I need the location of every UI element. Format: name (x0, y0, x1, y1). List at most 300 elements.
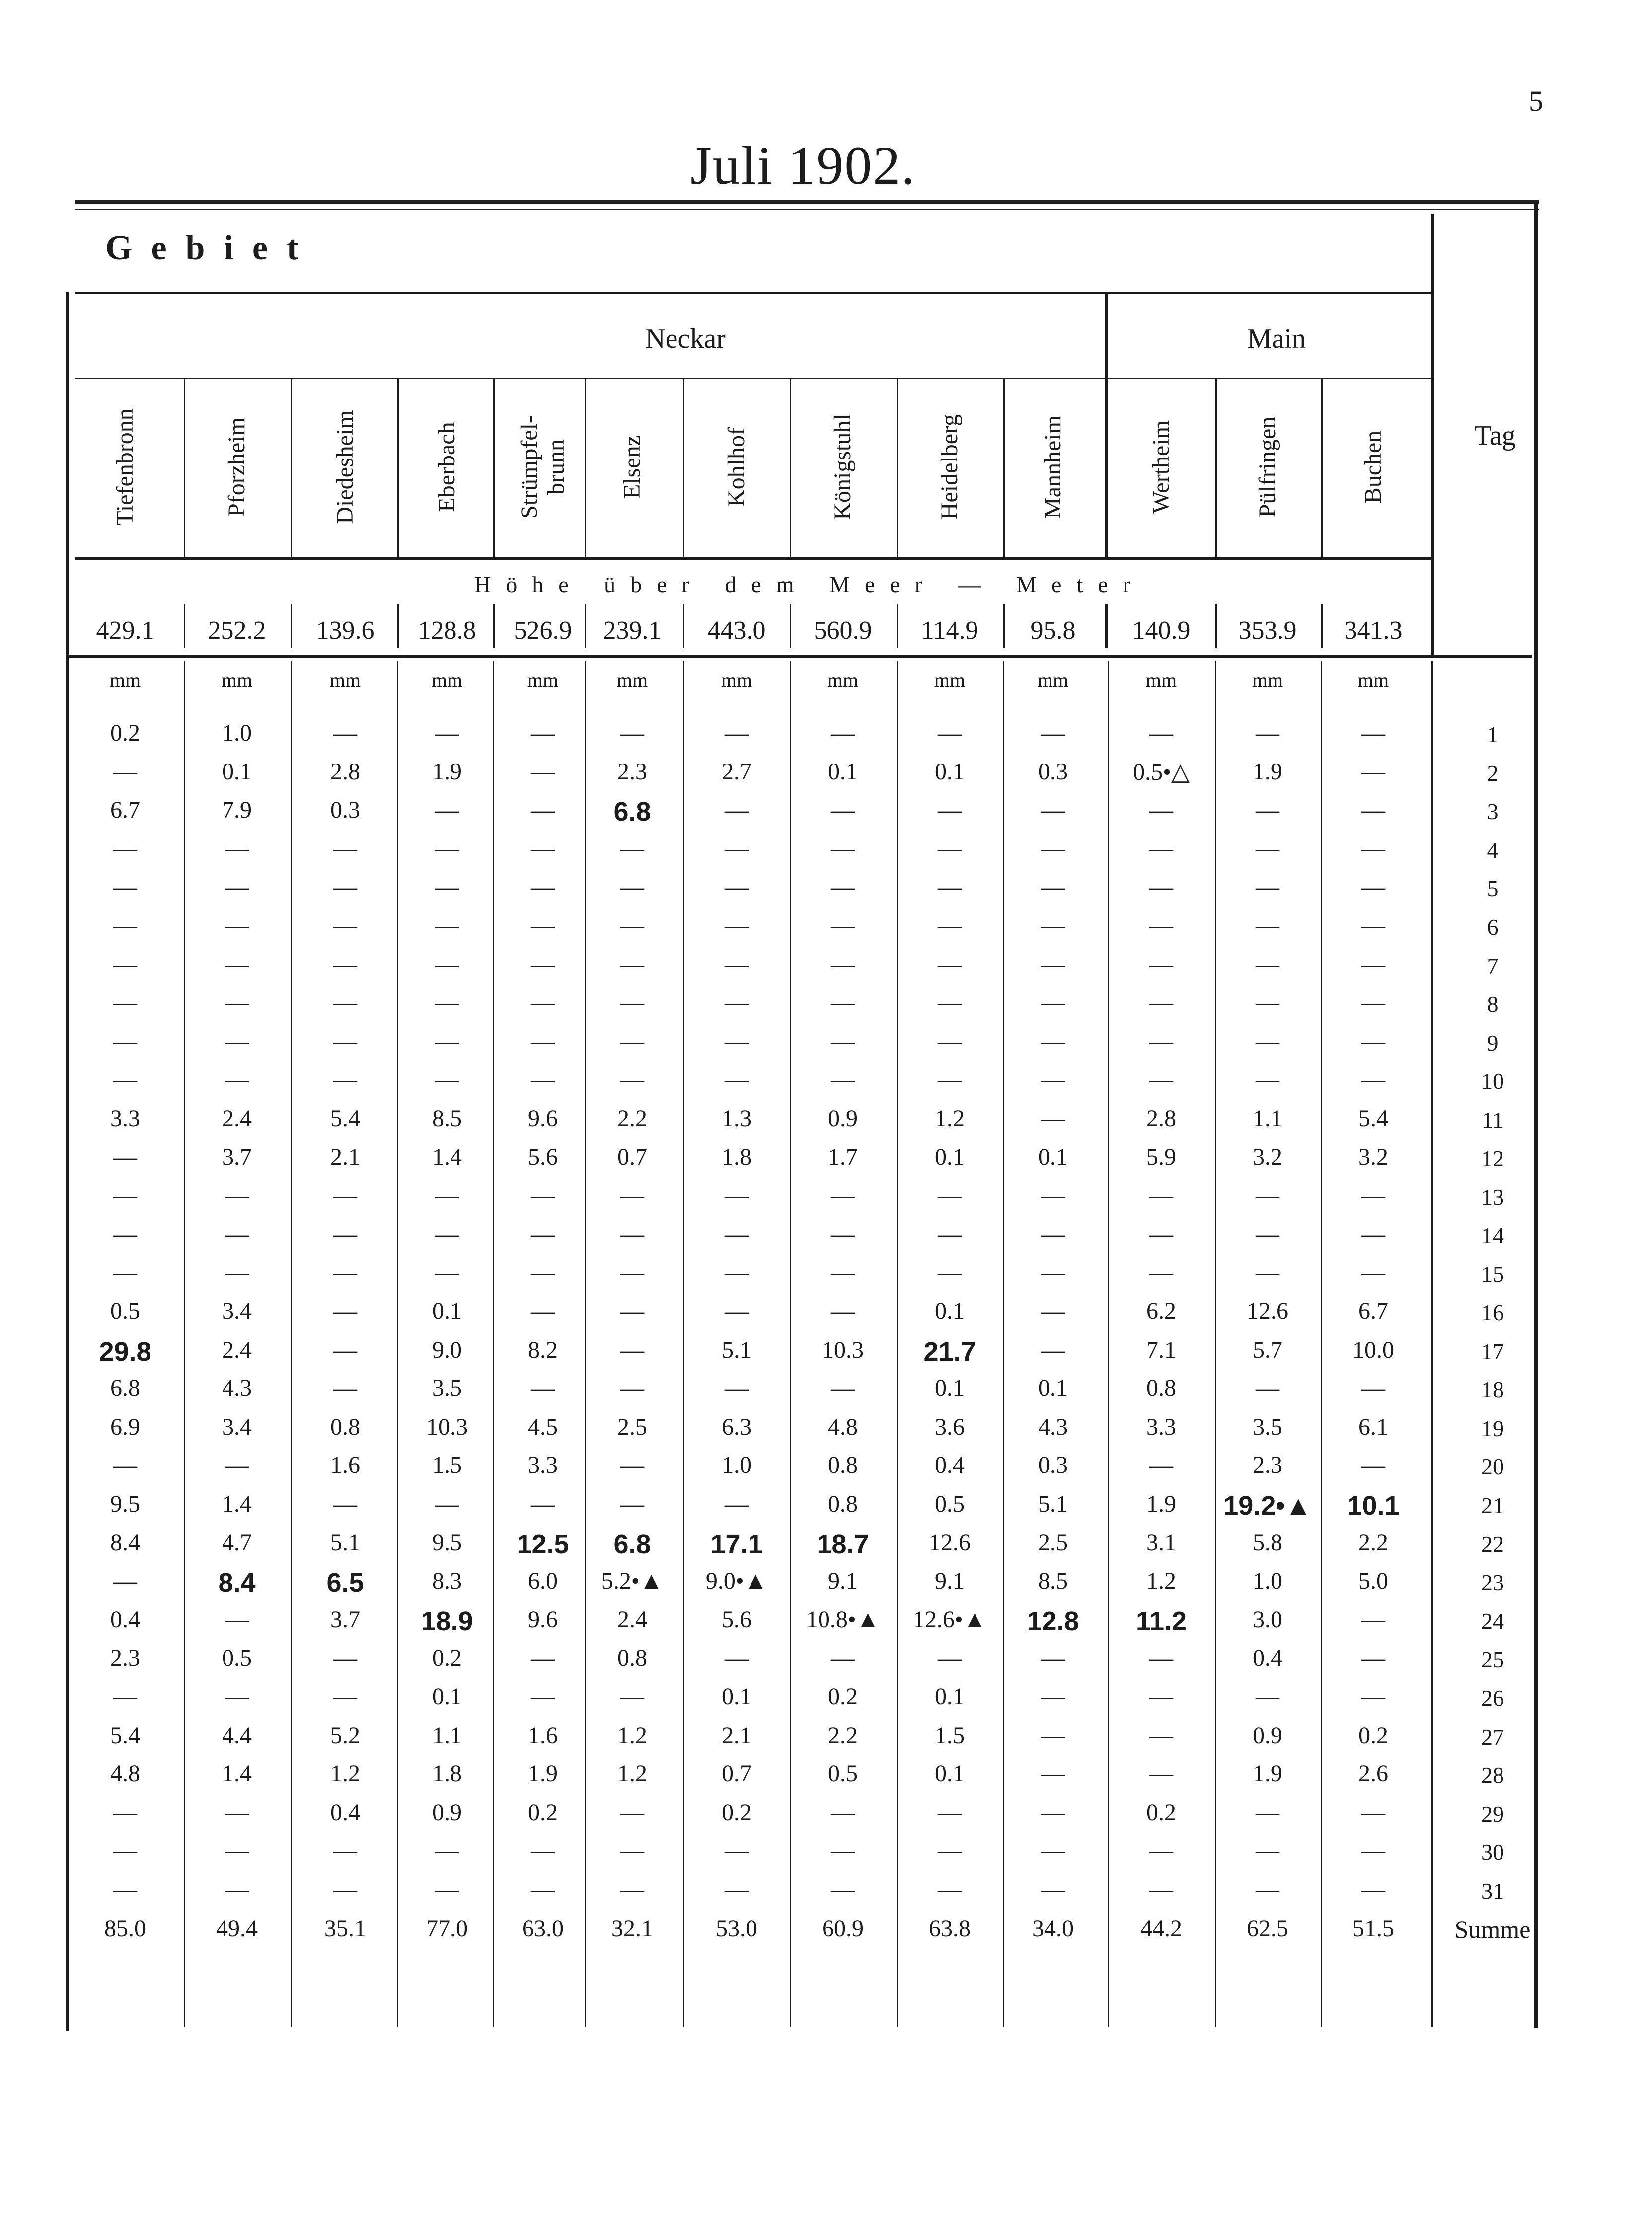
table-cell: — (333, 951, 357, 978)
table-cell: 4.4 (222, 1722, 252, 1749)
table-cell: 0.8 (330, 1413, 360, 1440)
table-cell: 9.6 (528, 1105, 558, 1132)
table-cell: — (225, 1837, 249, 1864)
table-cell: 5.2•▲ (601, 1568, 664, 1595)
table-cell: — (1041, 1876, 1065, 1903)
page-number: 5 (1529, 85, 1543, 117)
table-cell: — (1361, 1028, 1385, 1055)
unit-label: mm (616, 669, 648, 691)
station-divider-rule (1003, 378, 1005, 559)
summe-label: Summe (1454, 1915, 1531, 1943)
table-cell: — (435, 1491, 459, 1517)
table-cell: — (1361, 720, 1385, 746)
station-name: Diedesheim (332, 410, 358, 524)
table-cell: — (831, 1799, 855, 1826)
unit-label: mm (527, 669, 559, 691)
table-cell: 0.1 (935, 758, 965, 785)
table-cell: 10.3 (822, 1336, 864, 1363)
table-cell: — (1361, 758, 1385, 785)
gebiet-label: Gebiet (105, 229, 317, 267)
table-cell: — (831, 797, 855, 824)
table-cell: — (531, 1067, 555, 1093)
table-cell: — (725, 951, 749, 978)
elevation-divider-rule (585, 604, 586, 648)
table-cell: — (333, 1298, 357, 1324)
station-name: Kohlhof (723, 427, 750, 507)
table-cell: — (113, 951, 137, 978)
table-cell: — (620, 1799, 644, 1826)
table-cell: — (938, 720, 962, 746)
table-cell: 1.5 (935, 1722, 965, 1749)
table-cell: — (1361, 1067, 1385, 1093)
table-cell: — (435, 990, 459, 1016)
unit-label: mm (329, 669, 361, 691)
elevation-divider-rule (1215, 604, 1217, 648)
station-name: Strümpfel- brunn (516, 415, 569, 519)
table-cell: — (435, 1259, 459, 1286)
day-number: 23 (1481, 1570, 1504, 1596)
table-cell: 1.4 (222, 1491, 252, 1517)
table-cell: — (225, 1182, 249, 1209)
table-cell: — (333, 835, 357, 862)
sum-cell: 53.0 (716, 1915, 757, 1942)
data-column-rule (585, 661, 586, 2027)
table-cell: 0.3 (330, 797, 360, 824)
day-number: 19 (1481, 1415, 1504, 1441)
table-cell: 9.1 (935, 1568, 965, 1595)
table-cell: — (435, 913, 459, 939)
table-cell: 2.3 (617, 758, 647, 785)
table-cell: 12.6•▲ (912, 1606, 987, 1633)
table-cell: 8.2 (528, 1336, 558, 1363)
table-cell: — (620, 913, 644, 939)
table-cell: — (831, 874, 855, 901)
table-cell: — (725, 1067, 749, 1093)
table-cell: — (725, 1645, 749, 1672)
table-cell: 19.2•▲ (1223, 1491, 1312, 1521)
table-cell: — (1361, 1221, 1385, 1247)
table-cell: — (1041, 1760, 1065, 1787)
table-cell: — (1149, 1645, 1173, 1672)
table-cell: 0.8 (828, 1452, 858, 1479)
table-cell: 5.4 (1358, 1105, 1388, 1132)
day-number: 6 (1487, 915, 1499, 940)
table-cell: 9.1 (828, 1568, 858, 1595)
elevation-bottom-rule (67, 655, 1532, 658)
table-cell: 5.7 (1253, 1336, 1282, 1363)
table-cell: — (725, 1375, 749, 1402)
table-cell: — (1041, 1221, 1065, 1247)
table-cell: — (938, 1259, 962, 1286)
station-name: Heidelberg (936, 414, 963, 520)
station-name: Tiefenbronn (112, 408, 138, 526)
elevation-divider-rule (1321, 604, 1323, 648)
table-cell: — (1149, 1182, 1173, 1209)
table-cell: 8.3 (432, 1568, 462, 1595)
top-rule-thick (75, 200, 1539, 204)
station-name: Wertheim (1148, 420, 1174, 514)
table-cell: — (531, 1683, 555, 1710)
table-cell: — (620, 1336, 644, 1363)
day-number: 11 (1481, 1107, 1504, 1133)
table-cell: — (1256, 951, 1279, 978)
table-cell: — (831, 1067, 855, 1093)
table-cell: — (938, 1837, 962, 1864)
table-cell: 0.2 (722, 1799, 751, 1826)
table-cell: 6.9 (110, 1413, 140, 1440)
table-cell: 1.6 (528, 1722, 558, 1749)
names-bottom-rule (75, 557, 1433, 560)
table-cell: — (1256, 835, 1279, 862)
table-cell: 3.4 (222, 1298, 252, 1324)
elevation-divider-rule (184, 604, 185, 648)
table-cell: — (1041, 1259, 1065, 1286)
table-cell: 1.9 (528, 1760, 558, 1787)
table-cell: 3.2 (1253, 1144, 1282, 1170)
station-elevation: 341.3 (1344, 616, 1403, 645)
table-cell: — (831, 1259, 855, 1286)
table-cell: — (1361, 951, 1385, 978)
table-cell: — (831, 835, 855, 862)
station-elevation: 95.8 (1030, 616, 1076, 645)
table-cell: 3.7 (330, 1606, 360, 1633)
table-cell: — (531, 758, 555, 785)
unit-label: mm (109, 669, 141, 691)
table-cell: — (1256, 1799, 1279, 1826)
sum-cell: 35.1 (324, 1915, 366, 1942)
table-cell: 0.1 (935, 1760, 965, 1787)
table-cell: 4.3 (1038, 1413, 1068, 1440)
table-cell: — (1256, 1221, 1279, 1247)
table-cell: — (113, 913, 137, 939)
table-cell: — (333, 1336, 357, 1363)
table-cell: 1.0 (722, 1452, 751, 1479)
station-divider-rule (184, 378, 185, 559)
table-cell: — (531, 874, 555, 901)
table-cell: — (1256, 797, 1279, 824)
table-cell: — (435, 1876, 459, 1903)
table-cell: 5.1 (1038, 1491, 1068, 1517)
table-cell: — (113, 1799, 137, 1826)
table-cell: 2.1 (330, 1144, 360, 1170)
table-cell: 5.9 (1146, 1144, 1176, 1170)
table-cell: — (1041, 835, 1065, 862)
table-cell: — (831, 913, 855, 939)
table-cell: 1.2 (617, 1760, 647, 1787)
day-number: 18 (1481, 1377, 1504, 1403)
right-border-rule (1534, 200, 1538, 2028)
day-number: 22 (1481, 1531, 1504, 1557)
table-cell: — (333, 1683, 357, 1710)
table-cell: 9.0•▲ (705, 1568, 768, 1595)
table-cell: 0.2 (828, 1683, 858, 1710)
table-cell: — (1256, 1683, 1279, 1710)
table-cell: — (435, 874, 459, 901)
table-cell: — (1256, 1028, 1279, 1055)
table-cell: 5.6 (528, 1144, 558, 1170)
table-cell: 3.3 (110, 1105, 140, 1132)
table-cell: — (725, 1221, 749, 1247)
elevation-divider-rule (493, 604, 495, 648)
unit-label: mm (431, 669, 463, 691)
station-elevation: 239.1 (603, 616, 662, 645)
table-cell: 2.3 (1253, 1452, 1282, 1479)
day-number: 17 (1481, 1338, 1504, 1364)
table-cell: — (113, 1144, 137, 1170)
table-cell: 5.1 (722, 1336, 751, 1363)
table-cell: — (435, 1221, 459, 1247)
table-cell: 1.9 (1253, 1760, 1282, 1787)
day-number: 20 (1481, 1454, 1504, 1480)
table-cell: 10.0 (1352, 1336, 1394, 1363)
table-cell: — (1256, 1876, 1279, 1903)
station-divider-rule (683, 378, 684, 559)
table-cell: 3.5 (432, 1375, 462, 1402)
table-cell: 6.8 (110, 1375, 140, 1402)
table-cell: — (620, 1182, 644, 1209)
table-cell: 0.1 (1038, 1375, 1068, 1402)
hoehe-label: Höhe über dem Meer — Meter (474, 572, 1145, 597)
table-cell: — (531, 990, 555, 1016)
table-cell: — (725, 1259, 749, 1286)
table-cell: 0.7 (722, 1760, 751, 1787)
table-cell: — (725, 1837, 749, 1864)
table-cell: 1.9 (1146, 1491, 1176, 1517)
unit-label: mm (1145, 669, 1177, 691)
table-cell: — (531, 1876, 555, 1903)
table-cell: — (1149, 1683, 1173, 1710)
table-cell: — (938, 1645, 962, 1672)
station-name: Mannheim (1040, 415, 1066, 519)
station-divider-rule (493, 378, 495, 559)
table-cell: — (531, 1259, 555, 1286)
table-cell: 3.6 (935, 1413, 965, 1440)
table-cell: 2.8 (1146, 1105, 1176, 1132)
day-number: 7 (1487, 953, 1499, 979)
station-name: Elsenz (619, 435, 645, 499)
data-column-rule (1003, 661, 1004, 2027)
table-cell: — (1361, 1452, 1385, 1479)
table-cell: 1.4 (222, 1760, 252, 1787)
station-name: Pülfringen (1254, 416, 1280, 518)
table-cell: — (435, 1182, 459, 1209)
table-cell: 2.5 (1038, 1529, 1068, 1556)
table-cell: — (938, 1182, 962, 1209)
table-cell: — (620, 1876, 644, 1903)
table-cell: — (1041, 874, 1065, 901)
table-cell: 4.7 (222, 1529, 252, 1556)
sum-cell: 49.4 (216, 1915, 258, 1942)
table-cell: — (620, 951, 644, 978)
table-cell: — (1149, 1028, 1173, 1055)
table-cell: — (1256, 874, 1279, 901)
table-cell: 0.1 (722, 1683, 751, 1710)
table-cell: — (831, 1375, 855, 1402)
table-cell: — (620, 1837, 644, 1864)
table-cell: — (831, 1298, 855, 1324)
table-cell: — (225, 1606, 249, 1633)
table-cell: — (1149, 1760, 1173, 1787)
table-cell: — (1149, 1221, 1173, 1247)
table-cell: — (1149, 990, 1173, 1016)
station-name: Eberbach (434, 422, 460, 512)
table-cell: — (531, 951, 555, 978)
station-name: Pforzheim (224, 417, 250, 517)
table-cell: — (531, 1645, 555, 1672)
table-cell: 1.0 (222, 720, 252, 746)
table-cell: 4.8 (110, 1760, 140, 1787)
station-elevation: 526.9 (514, 616, 572, 645)
table-cell: — (725, 874, 749, 901)
table-cell: 18.7 (817, 1529, 869, 1559)
table-cell: 3.3 (1146, 1413, 1176, 1440)
table-cell: 3.0 (1253, 1606, 1282, 1633)
table-cell: 1.9 (1253, 758, 1282, 785)
table-cell: 1.7 (828, 1144, 858, 1170)
table-cell: 0.2 (1146, 1799, 1176, 1826)
table-cell: 0.3 (1038, 1452, 1068, 1479)
table-cell: — (225, 951, 249, 978)
table-cell: — (1041, 1298, 1065, 1324)
table-cell: — (831, 1221, 855, 1247)
day-number: 24 (1481, 1608, 1504, 1634)
sum-cell: 34.0 (1032, 1915, 1074, 1942)
table-cell: — (531, 1221, 555, 1247)
table-cell: — (831, 951, 855, 978)
table-cell: — (1256, 1837, 1279, 1864)
elevation-divider-rule (1105, 604, 1108, 648)
table-cell: — (831, 990, 855, 1016)
table-cell: 4.3 (222, 1375, 252, 1402)
station-divider-rule (897, 378, 898, 559)
table-cell: 4.8 (828, 1413, 858, 1440)
table-cell: — (1041, 1028, 1065, 1055)
table-cell: — (620, 1259, 644, 1286)
table-cell: 4.5 (528, 1413, 558, 1440)
table-cell: 0.5 (222, 1645, 252, 1672)
station-name: Königstuhl (829, 414, 856, 520)
table-cell: 0.9 (828, 1105, 858, 1132)
table-cell: — (333, 913, 357, 939)
table-cell: 0.8 (617, 1645, 647, 1672)
table-cell: — (620, 835, 644, 862)
table-cell: — (1041, 720, 1065, 746)
table-cell: — (1041, 990, 1065, 1016)
table-cell: 3.3 (528, 1452, 558, 1479)
table-cell: 2.5 (617, 1413, 647, 1440)
table-cell: — (1361, 1837, 1385, 1864)
table-cell: 2.2 (828, 1722, 858, 1749)
data-column-rule (397, 661, 398, 2027)
table-cell: — (1361, 1645, 1385, 1672)
table-cell: 2.1 (722, 1722, 751, 1749)
station-elevation: 353.9 (1238, 616, 1297, 645)
table-cell: — (333, 1221, 357, 1247)
station-divider-rule (397, 378, 399, 559)
table-cell: — (938, 1067, 962, 1093)
data-column-rule (1108, 661, 1109, 2027)
table-cell: — (1041, 1645, 1065, 1672)
table-cell: 6.2 (1146, 1298, 1176, 1324)
table-cell: — (725, 835, 749, 862)
table-cell: — (1256, 1375, 1279, 1402)
table-cell: 5.4 (330, 1105, 360, 1132)
station-elevation: 140.9 (1132, 616, 1191, 645)
station-elevation: 114.9 (921, 616, 978, 645)
table-cell: 0.2 (528, 1799, 558, 1826)
table-cell: — (1149, 874, 1173, 901)
table-cell: — (620, 1491, 644, 1517)
sum-cell: 63.8 (929, 1915, 971, 1942)
table-cell: — (620, 1452, 644, 1479)
table-cell: 5.2 (330, 1722, 360, 1749)
table-cell: 0.1 (935, 1144, 965, 1170)
table-cell: — (531, 835, 555, 862)
table-cell: — (333, 1645, 357, 1672)
table-cell: — (225, 1259, 249, 1286)
table-cell: — (1149, 1722, 1173, 1749)
table-cell: 7.1 (1146, 1336, 1176, 1363)
table-cell: — (435, 720, 459, 746)
table-cell: 10.1 (1347, 1491, 1400, 1521)
table-cell: — (1256, 1182, 1279, 1209)
table-cell: — (225, 1067, 249, 1093)
table-cell: — (1361, 1182, 1385, 1209)
table-cell: — (333, 1028, 357, 1055)
station-divider-rule (1321, 378, 1323, 559)
table-cell: — (1149, 1837, 1173, 1864)
table-cell: 9.6 (528, 1606, 558, 1633)
station-name: Buchen (1360, 430, 1386, 504)
table-cell: — (113, 1067, 137, 1093)
unit-label: mm (1357, 669, 1389, 691)
table-cell: — (113, 1876, 137, 1903)
day-number: 21 (1481, 1493, 1504, 1518)
table-cell: — (225, 835, 249, 862)
table-cell: — (938, 1028, 962, 1055)
elevation-divider-rule (1003, 604, 1005, 648)
table-cell: 1.0 (1253, 1568, 1282, 1595)
table-cell: 9.5 (110, 1491, 140, 1517)
table-cell: 1.4 (432, 1144, 462, 1170)
table-cell: 0.9 (432, 1799, 462, 1826)
table-cell: 3.2 (1358, 1144, 1388, 1170)
table-cell: — (1149, 913, 1173, 939)
table-cell: 11.2 (1135, 1606, 1187, 1636)
day-number: 3 (1487, 799, 1499, 825)
table-cell: 0.7 (617, 1144, 647, 1170)
table-cell: 8.4 (110, 1529, 140, 1556)
table-cell: 8.4 (218, 1568, 256, 1598)
table-cell: — (1149, 1067, 1173, 1093)
table-cell: 6.8 (613, 797, 651, 827)
table-cell: — (531, 1298, 555, 1324)
table-cell: 10.8•▲ (806, 1606, 880, 1633)
table-cell: — (225, 1876, 249, 1903)
table-cell: — (531, 797, 555, 824)
station-divider-rule (585, 378, 586, 559)
station-elevation: 139.6 (316, 616, 375, 645)
table-cell: — (435, 835, 459, 862)
table-cell: — (225, 1221, 249, 1247)
table-cell: — (1041, 1105, 1065, 1132)
table-cell: 2.3 (110, 1645, 140, 1672)
table-cell: — (620, 720, 644, 746)
table-cell: 1.8 (432, 1760, 462, 1787)
sum-cell: 51.5 (1352, 1915, 1394, 1942)
table-cell: — (938, 1221, 962, 1247)
table-cell: 1.3 (722, 1105, 751, 1132)
